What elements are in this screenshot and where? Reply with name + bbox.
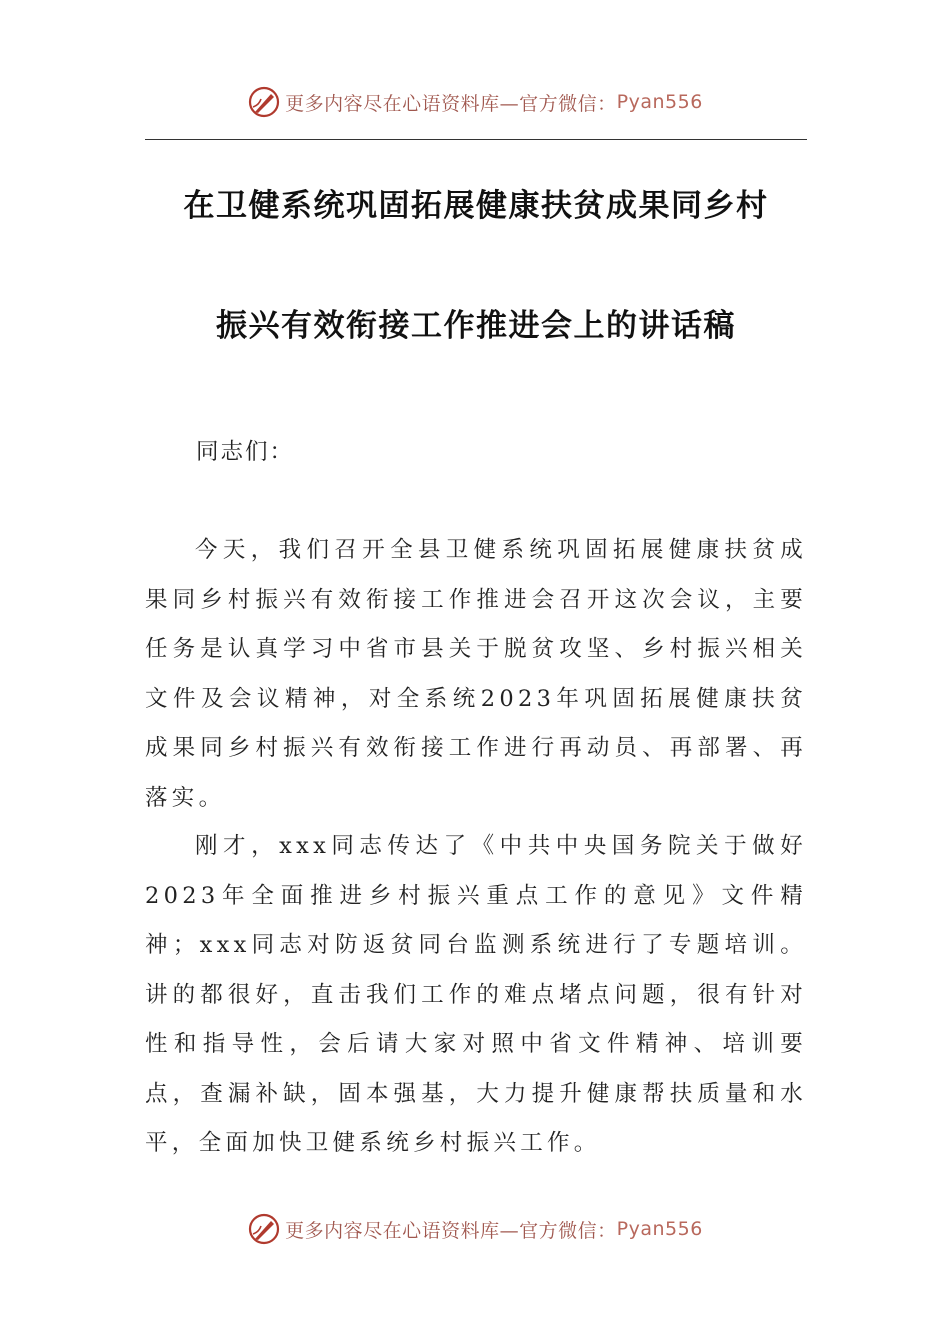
document-title-line-1: 在卫健系统巩固拓展健康扶贫成果同乡村	[183, 188, 769, 224]
salutation: 同志们：	[196, 439, 295, 465]
paragraph-2: 刚才，xxx同志传达了《中共中央国务院关于做好2023年全面推进乡村振兴重点工作的意见》文件精神；xxx同志对防返贫同台监测系统进行了专题培训。讲的都很好，直击我们工作的难点堵点问题，很有针对性和指导性，会后请大家对照中省文件精神、培训要点，查漏补缺，固本强基，大力提升健康帮扶质量和水平，全面加快卫健系统乡村振兴工作。	[145, 833, 807, 1156]
footer-banner	[0, 1211, 950, 1247]
quill-logo-icon	[247, 1212, 281, 1246]
header-banner	[0, 84, 950, 120]
quill-logo-icon	[247, 85, 281, 119]
banner-text: 更多内容尽在心语资料库—官方微信：	[285, 1219, 617, 1242]
header-divider	[145, 139, 807, 140]
paragraph-1: 今天，我们召开全县卫健系统巩固拓展健康扶贫成果同乡村振兴有效衔接工作推进会召开这次会议，主要任务是认真学习中省市县关于脱贫攻坚、乡村振兴相关文件及会议精神，对全系统2023年巩固拓展健康扶贫成果同乡村振兴有效衔接工作进行再动员、再部署、再落实。	[145, 537, 807, 811]
wechat-id: Pyan556	[616, 1218, 703, 1240]
banner-text: 更多内容尽在心语资料库—官方微信：	[285, 92, 617, 115]
wechat-id: Pyan556	[616, 91, 703, 113]
document-title-line-2: 振兴有效衔接工作推进会上的讲话稿	[216, 308, 736, 344]
